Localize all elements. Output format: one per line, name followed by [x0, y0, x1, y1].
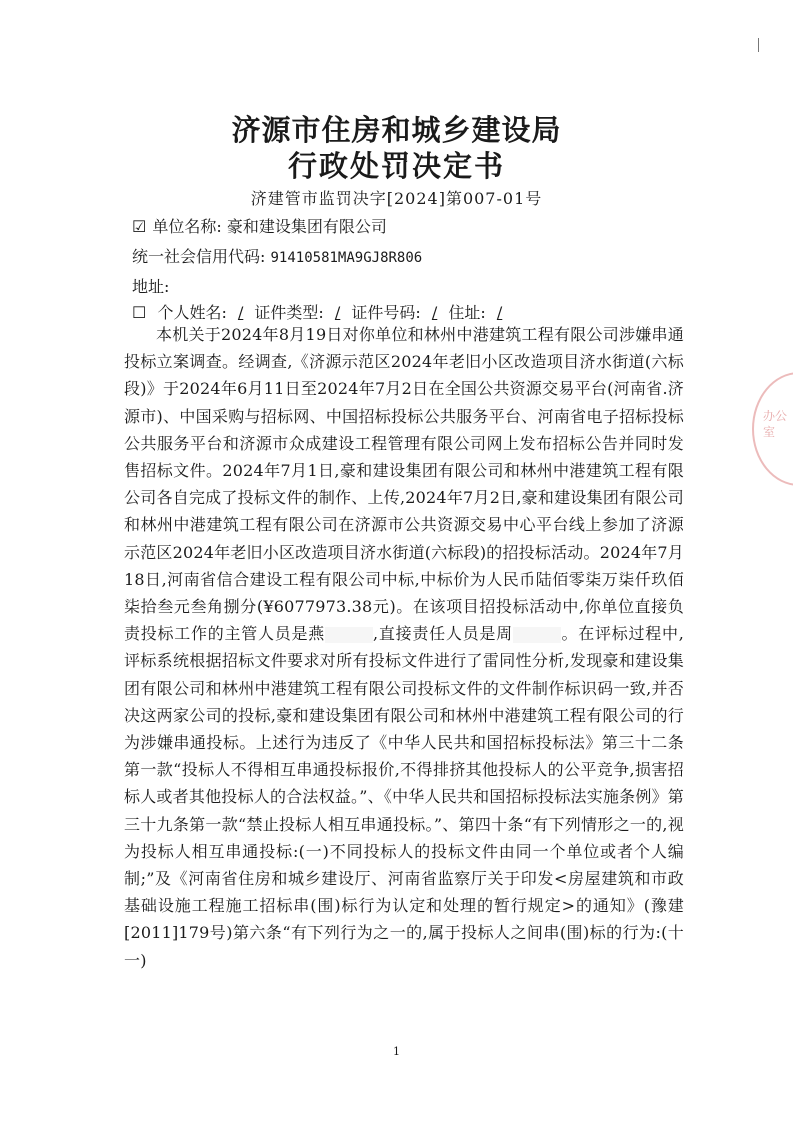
id-number-label: 证件号码: — [351, 303, 421, 322]
body-part-2: ,直接责任人员是周 — [373, 624, 513, 644]
credit-code-row — [132, 246, 422, 269]
credit-code-label: 统一社会信用代码: — [132, 247, 266, 266]
document-subtitle: 行政处罚决定书 — [287, 149, 505, 183]
body-part-3: 。在评标过程中,评标系统根据招标文件要求对所有投标文件进行了雷同性分析,发现豪和建设集团有限公司和林州中港建筑工程有限公司投标文件的文件制作标识码一致,并否决这两家公司的投标,豪和建设集团有限公司和林州中港建筑工程有限公司的行为涉嫌串通投标。上述行为违反了《中华人民共和国招标投标法》第三十二条第一款“投标人不得相互串通投标报价,不得排挤其他投标人的公平竞争,损害招标人或者其他投标人的合法权益。”、《中华人民共和国招标投标法实施条例》第三十九条第一款“禁止投标人相互串通投标。”、第四十条“有下列情形之一的,视为投标人相互串通投标:(一)不同投标人的投标文件由同一个单位或者个人编制;”及《河南省住房和城乡建设厅、河南省监察厅关于印发<房屋建筑和市政基础设施工程施工招标串(围)标行为认定和处理的暂行规定>的通知》(豫建[2011]179号)第六条“有下列行为之一的,属于投标人之间串(围)标的行为:(十一) — [124, 624, 684, 970]
person-address-label: 住址: — [448, 303, 486, 322]
body-part-1: 本机关于2024年8月19日对你单位和林州中港建筑工程有限公司涉嫌串通投标立案调查。经调查,《济源示范区2024年老旧小区改造项目济水街道(六标段)》于2024年6月11日至2024年7月2日在全国公共资源交易平台(河南省.济源市)、中国采购与招标网、中国招标投标公共服务平台、河南省电子招标投标公共服务平台和济源市众成建设工程管理有限公司网上发布招标公告并同时发售招标文件。2024年7月1日,豪和建设集团有限公司和林州中港建筑工程有限公司各自完成了投标文件的制作、上传,2024年7月2日,豪和建设集团有限公司和林州中港建筑工程有限公司在济源市公共资源交易中心平台线上参加了济源示范区2024年老旧小区改造项目济水街道(六标段)的招投标活动。2024年7月18日,河南省信合建设工程有限公司中标,中标价为人民币陆佰零柒万柒仟玖佰柒拾叁元叁角捌分(¥6077973.38元)。在该项目招投标活动中,你单位直接负责投标工作的主管人员是燕 — [124, 325, 684, 644]
id-type-value: / — [334, 303, 341, 322]
page-number: 1 — [393, 1045, 400, 1058]
person-name-label: 个人姓名: — [157, 303, 227, 322]
decision-body-paragraph — [124, 321, 684, 974]
person-address-value: / — [496, 303, 503, 322]
document-title: 济源市住房和城乡建设局 — [231, 113, 562, 147]
person-name-value: / — [237, 303, 244, 322]
official-seal-text: 办公室 — [763, 409, 788, 439]
credit-code-value: 91410581MA9GJ8R806 — [270, 250, 423, 266]
entity-name-row — [132, 216, 387, 238]
address-label: 地址: — [132, 277, 170, 296]
id-number-value: / — [431, 303, 438, 322]
scan-edge-mark — [758, 38, 759, 52]
document-number: 济建管市监罚决字[2024]第007-01号 — [250, 189, 543, 208]
address-redaction — [175, 278, 475, 298]
entity-name-value: 豪和建设集团有限公司 — [226, 217, 387, 236]
person-checkbox: ☐ — [132, 303, 147, 322]
entity-name-label: 单位名称: — [152, 217, 222, 236]
id-type-label: 证件类型: — [254, 303, 324, 322]
entity-checkbox: ☑ — [132, 217, 147, 236]
address-row — [132, 276, 475, 298]
name-redaction-2 — [513, 627, 561, 643]
name-redaction-1 — [325, 627, 373, 643]
